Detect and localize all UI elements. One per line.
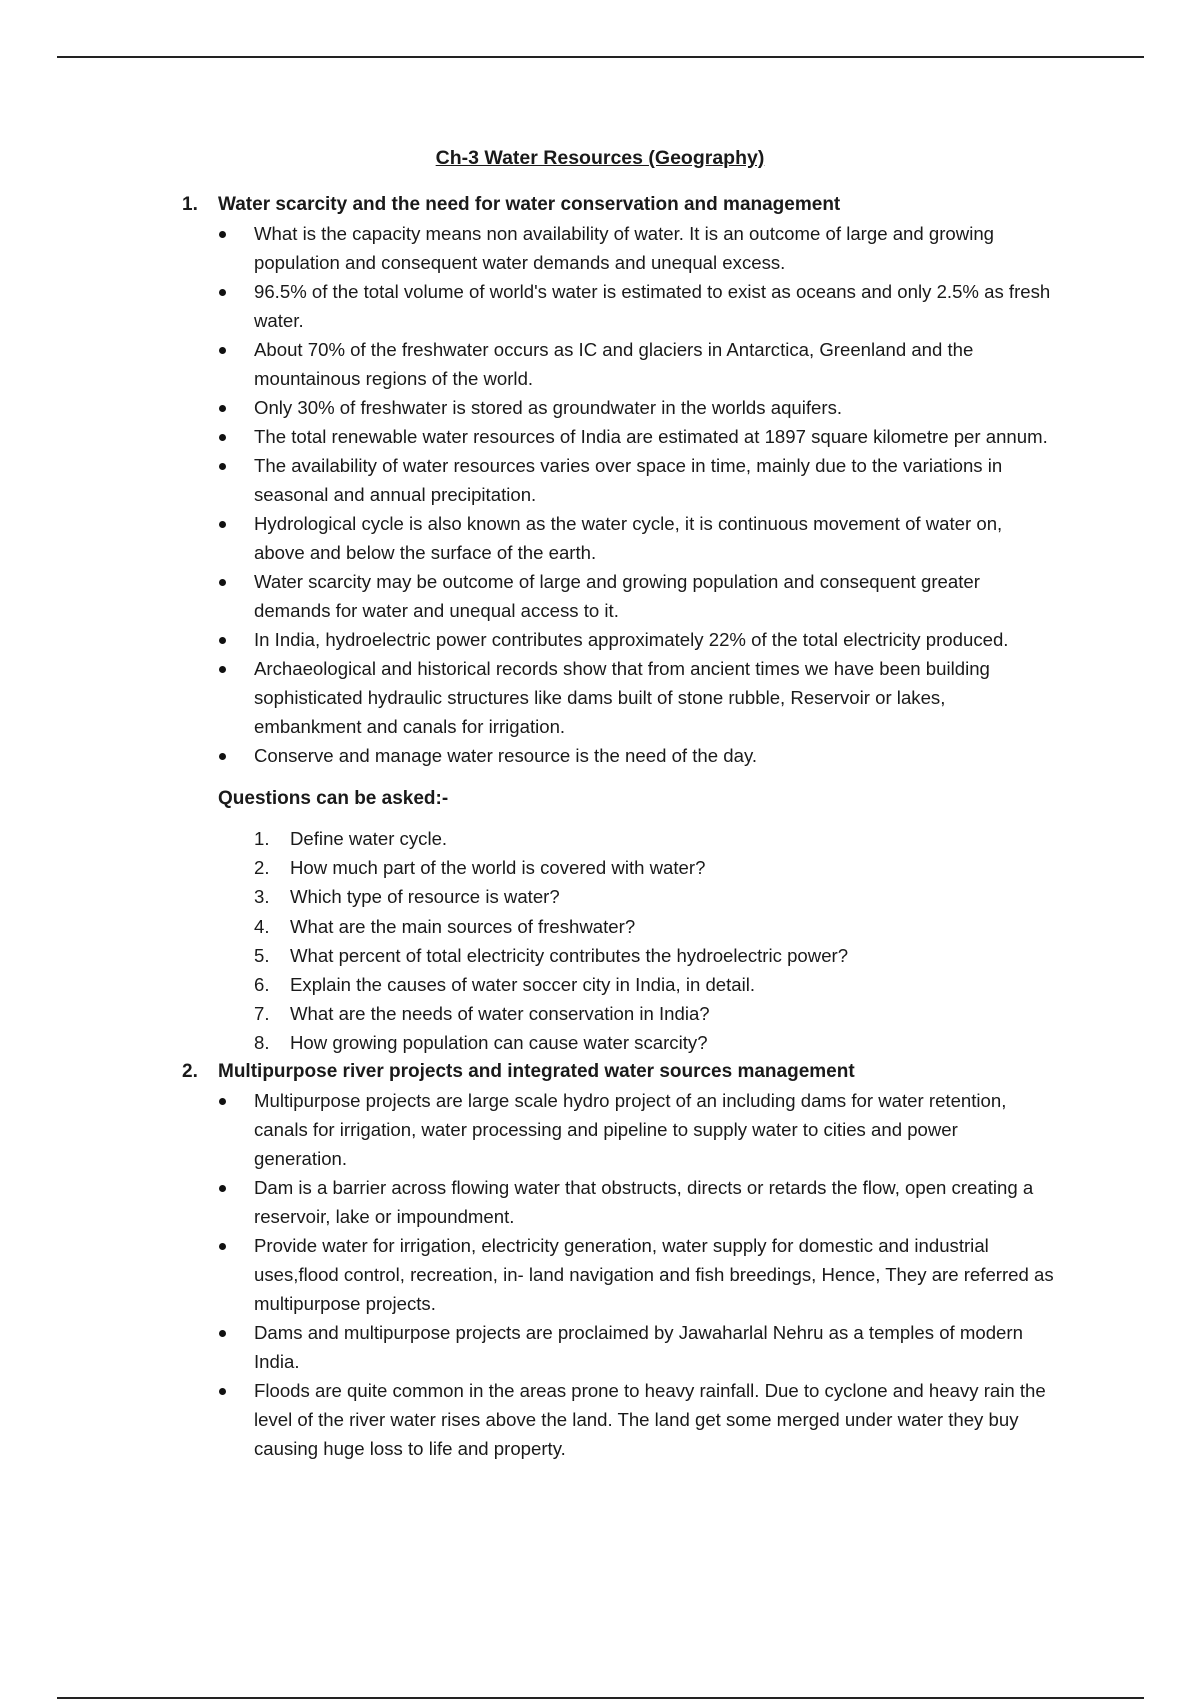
bullet-icon: [219, 1243, 226, 1250]
list-item: Multipurpose projects are large scale hydro project of an including dams for water retention, canals for irrigation, water processing and pipeline to supply water to cities and power generation.: [0, 1086, 1054, 1173]
question-item: 8. How growing population can cause water scarcity?: [0, 1028, 1200, 1057]
question-number: 8.: [254, 1032, 270, 1054]
bullet-icon: [219, 231, 226, 238]
question-number: 6.: [254, 974, 270, 996]
bullet-icon: [219, 405, 226, 412]
section-title: Multipurpose river projects and integrated water sources management: [218, 1060, 855, 1082]
question-number: 5.: [254, 944, 270, 966]
question-item: 7. What are the needs of water conservation in India?: [0, 999, 1200, 1028]
section-2-bullets: [0, 1086, 1200, 1463]
list-item: The availability of water resources varies over space in time, mainly due to the variations in seasonal and annual precipitation.: [0, 451, 1054, 509]
list-item: Hydrological cycle is also known as the water cycle, it is continuous movement of water on, above and below the surface of the earth.: [0, 509, 1054, 567]
top-rule: [57, 56, 1144, 58]
bullet-icon: [219, 1098, 226, 1105]
list-item: Floods are quite common in the areas prone to heavy rainfall. Due to cyclone and heavy rain the level of the river water rises above the land. The land get some merged under water they buy causing huge loss to life and property.: [0, 1376, 1054, 1463]
section-2-heading: [0, 1058, 1200, 1086]
bullet-icon: [219, 579, 226, 586]
question-item: 6. Explain the causes of water soccer city in India, in detail.: [0, 970, 1200, 999]
question-number: 2.: [254, 857, 270, 879]
list-item: Provide water for irrigation, electricity generation, water supply for domestic and industrial uses,flood control, recreation, in- land navigation and fish breedings, Hence, They are referred as multipurpose projects.: [0, 1231, 1054, 1318]
list-item: Dam is a barrier across flowing water that obstructs, directs or retards the flow, open creating a reservoir, lake or impoundment.: [0, 1173, 1054, 1231]
list-item: In India, hydroelectric power contributes approximately 22% of the total electricity produced.: [0, 625, 1054, 654]
bullet-icon: [219, 347, 226, 354]
list-item: Only 30% of freshwater is stored as groundwater in the worlds aquifers.: [0, 393, 1054, 422]
section-title: Water scarcity and the need for water conservation and management: [218, 194, 841, 215]
section-1-bullets: [0, 219, 1200, 770]
list-item: The total renewable water resources of India are estimated at 1897 square kilometre per annum.: [0, 422, 1054, 451]
question-number: 3.: [254, 886, 270, 908]
section-number: 1.: [182, 194, 198, 215]
bullet-icon: [219, 1185, 226, 1192]
section-number: 2.: [182, 1060, 198, 1082]
document-body: [0, 191, 1200, 1463]
list-item: Conserve and manage water resource is the need of the day.: [0, 741, 1054, 770]
list-item: 96.5% of the total volume of world's water is estimated to exist as oceans and only 2.5% as fresh water.: [0, 277, 1054, 335]
question-item: 1. Define water cycle.: [0, 824, 1200, 853]
question-number: 7.: [254, 1003, 270, 1025]
list-item: Archaeological and historical records show that from ancient times we have been building sophisticated hydraulic structures like dams built of stone rubble, Reservoir or lakes, embankment and canals for irrigation.: [0, 654, 1054, 741]
question-item: 3. Which type of resource is water?: [0, 882, 1200, 911]
list-item: Dams and multipurpose projects are proclaimed by Jawaharlal Nehru as a temples of modern India.: [0, 1318, 1054, 1376]
bullet-icon: [219, 637, 226, 644]
bullet-icon: [219, 463, 226, 470]
question-number: 1.: [254, 828, 270, 849]
bullet-icon: [219, 666, 226, 673]
question-number: 4.: [254, 915, 270, 937]
bullet-icon: [219, 1388, 226, 1395]
question-item: 2. How much part of the world is covered with water?: [0, 853, 1200, 882]
list-item: What is the capacity means non availability of water. It is an outcome of large and growing population and consequent water demands and unequal excess.: [0, 219, 1054, 277]
bullet-icon: [219, 753, 226, 760]
question-item: 5. What percent of total electricity contributes the hydroelectric power?: [0, 941, 1200, 970]
list-item: About 70% of the freshwater occurs as IC and glaciers in Antarctica, Greenland and the mountainous regions of the world.: [0, 335, 1054, 393]
bullet-icon: [219, 521, 226, 528]
question-item: 4. What are the main sources of freshwater?: [0, 912, 1200, 941]
questions-heading: Questions can be asked:-: [218, 788, 449, 809]
questions-list: [0, 824, 1200, 1058]
bullet-icon: [219, 1330, 226, 1337]
list-item: Water scarcity may be outcome of large and growing population and consequent greater demands for water and unequal access to it.: [0, 567, 1054, 625]
bottom-rule: [57, 1697, 1144, 1699]
bullet-icon: [219, 434, 226, 441]
page-title: Ch-3 Water Resources (Geography): [435, 147, 765, 169]
section-1-heading: [0, 191, 1200, 219]
bullet-icon: [219, 289, 226, 296]
